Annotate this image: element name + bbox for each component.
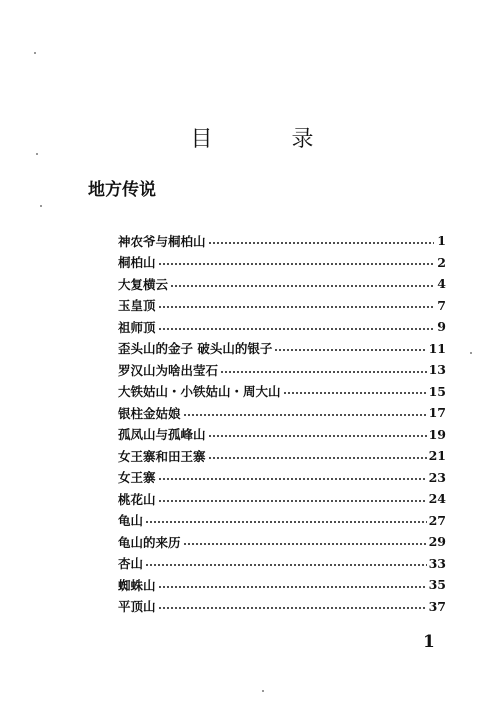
dot-leader — [208, 435, 427, 437]
toc-entry-title: 龟山的来历 — [118, 534, 181, 550]
toc-entry-page: 1 — [437, 233, 446, 249]
dot-leader — [145, 564, 427, 566]
section-heading: 地方传说 — [88, 180, 156, 200]
toc-entry-title: 桃花山 — [118, 491, 156, 507]
toc-entry-page: 7 — [437, 297, 446, 313]
toc-entry[interactable] — [118, 574, 446, 596]
toc-entry-page: 24 — [428, 491, 446, 507]
toc-entry-page: 15 — [428, 383, 446, 399]
toc-entry-page: 19 — [428, 426, 446, 442]
page-title: 目 录 — [190, 127, 350, 152]
toc-entry-title: 女王寨 — [118, 470, 156, 486]
toc-entry-page: 9 — [437, 319, 446, 335]
toc-entry[interactable] — [118, 596, 446, 618]
toc-entry-page: 23 — [428, 469, 446, 485]
toc-entry-page: 37 — [428, 598, 446, 614]
scan-speck — [40, 205, 42, 207]
toc-entry-title: 蜘蛛山 — [118, 577, 156, 593]
toc-entry-title: 大铁姑山・小铁姑山・周大山 — [118, 384, 281, 400]
toc-entry-title: 平顶山 — [118, 599, 156, 615]
toc-entry-title: 大复横云 — [118, 276, 169, 292]
dot-leader — [158, 328, 434, 330]
toc-entry[interactable] — [118, 467, 446, 489]
toc-entry-title: 女王寨和田王寨 — [118, 448, 206, 464]
toc-entry[interactable] — [118, 295, 446, 317]
toc-entry-title: 玉皇顶 — [118, 298, 156, 314]
toc-entry[interactable] — [118, 488, 446, 510]
dot-leader — [158, 586, 427, 588]
page-number: 1 — [423, 632, 435, 652]
toc-entry-title: 孤凤山与孤峰山 — [118, 427, 206, 443]
toc-entry[interactable] — [118, 510, 446, 532]
dot-leader — [158, 478, 427, 480]
dot-leader — [208, 457, 427, 459]
scan-speck — [36, 153, 38, 155]
toc-entry-page: 29 — [428, 534, 446, 550]
toc-entry-title: 祖师顶 — [118, 319, 156, 335]
toc-entry-page: 4 — [437, 276, 446, 292]
toc-entry[interactable] — [118, 230, 446, 252]
toc-entry[interactable] — [118, 402, 446, 424]
dot-leader — [158, 263, 434, 265]
scan-speck — [262, 690, 264, 692]
dot-leader — [183, 543, 427, 545]
dot-leader — [274, 349, 426, 351]
toc-entry-page: 27 — [428, 512, 446, 528]
dot-leader — [158, 500, 427, 502]
toc-entry-title: 桐柏山 — [118, 255, 156, 271]
toc-entry-title: 杏山 — [118, 556, 144, 572]
dot-leader — [183, 414, 427, 416]
toc-entry[interactable] — [118, 359, 446, 381]
scan-speck — [34, 52, 36, 54]
toc-entry-page: 13 — [428, 362, 446, 378]
dot-leader — [220, 371, 427, 373]
toc-entry[interactable] — [118, 445, 446, 467]
toc-entry-title: 歪头山的金子 破头山的银子 — [118, 341, 273, 357]
toc-entry-page: 33 — [428, 555, 446, 571]
toc-entry[interactable] — [118, 381, 446, 403]
toc-entry-page: 21 — [428, 448, 446, 464]
toc-entry[interactable] — [118, 424, 446, 446]
dot-leader — [283, 392, 427, 394]
toc-entry[interactable] — [118, 338, 446, 360]
table-of-contents — [118, 230, 446, 617]
toc-entry-title: 神农爷与桐柏山 — [118, 233, 206, 249]
toc-entry-title: 龟山 — [118, 513, 144, 529]
toc-entry[interactable] — [118, 531, 446, 553]
scan-speck — [470, 352, 472, 354]
toc-entry[interactable] — [118, 316, 446, 338]
toc-entry-title: 罗汉山为啥出莹石 — [118, 362, 219, 378]
dot-leader — [158, 607, 427, 609]
toc-entry-page: 17 — [428, 405, 446, 421]
toc-entry-page: 35 — [428, 577, 446, 593]
dot-leader — [208, 242, 434, 244]
dot-leader — [158, 306, 434, 308]
toc-entry-page: 11 — [428, 340, 446, 356]
toc-entry-page: 2 — [437, 254, 446, 270]
toc-entry-title: 银柱金姑娘 — [118, 405, 181, 421]
toc-entry[interactable] — [118, 273, 446, 295]
dot-leader — [145, 521, 427, 523]
toc-entry[interactable] — [118, 553, 446, 575]
toc-entry[interactable] — [118, 252, 446, 274]
dot-leader — [170, 285, 434, 287]
